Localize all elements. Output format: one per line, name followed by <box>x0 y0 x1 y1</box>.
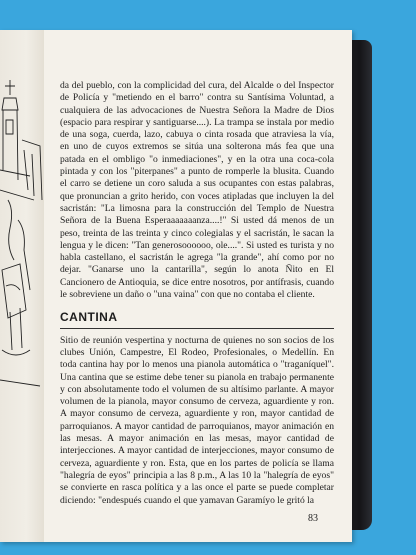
adjacent-page-illustration <box>0 30 44 542</box>
section-heading-cantina: CANTINA <box>60 311 334 328</box>
sketch-illustration <box>0 50 44 410</box>
page-text-block <box>60 80 334 507</box>
paragraph-trampa: da del pueblo, con la complicidad del cura, del Alcalde o del Inspector de Policía y "metiendo en el barro" contra su Santísima Voluntad, a cualquiera de las advocaciones de Nuestra Señora la Madre de Dios (espacio para respirar y santiguarse....). La trampa se instala por medio de una soga, cuerda, lazo, cabuya o cinta rosada que atraviesa la vía, en uno de cuyos extremos se sitúa una solterona más fea que una patada en el ombligo "o inmediaciones", y en la otra una coca-cola pintada y con los "piterpanes" a punto de romperle la blusita. Cuando el carro se detiene un coro saluda a sus ocupantes con estas palabras, que pronuncian a grito herido, con voces atipladas que incluyen la del sacristán: "La limosna para la construcción del Templo de Nuestra Señora de la Buena Esperaaaaaaanza....!" Si usted dá menos de un peso, treinta de las treinta y cinco colegialas y el sacristán, le sacan la lengua y le dicen: "Tan generosoooooo, ole....". Si usted es turista y no habla castellano, el sacristán le agrega "la grande", ahí como por no dejar. "Ganarse uno la cantarilla", según lo anota Ñito en El Cancionero de Antioquia, se dice entre nosotros, por antífrasis, cuando le sobreviene un daño o "una vaina" con que no contaba el cliente. <box>60 80 334 301</box>
page-number: 83 <box>308 513 318 524</box>
paragraph-cantina: Sitio de reunión vespertina y nocturna de quienes no son socios de los clubes Unión, Campestre, El Rodeo, Profesionales, o Medellín. En toda cantina hay por lo menos una pianola automática o "traganíquel". Una cantina que se estime debe tener su pianola en trabajo permanente y con absolutamente todo el volumen de su altísimo parlante. A mayor volumen de la pianola, mayor consumo de cerveza, aguardiente y ron. A mayor consumo de cerveza, aguardiente y ron, mayor cantidad de parroquianos. A mayor cantidad de parroquianos, mayor animación en las mesas. A mayor animación en las mesas, mayor cantidad de interjecciones. A mayor cantidad de interjecciones, mayor consumo de cerveza, aguardiente y ron. Esta, que en los partes de policía se llama "halegría de eyos" principia a las 8 p.m., A las 10 la "halegría de eyos" se convierte en rasca política y a las once el parte se puede completar diciendo: "endespués cuando el que yamavan Garamíyo le gritó la <box>60 334 334 506</box>
